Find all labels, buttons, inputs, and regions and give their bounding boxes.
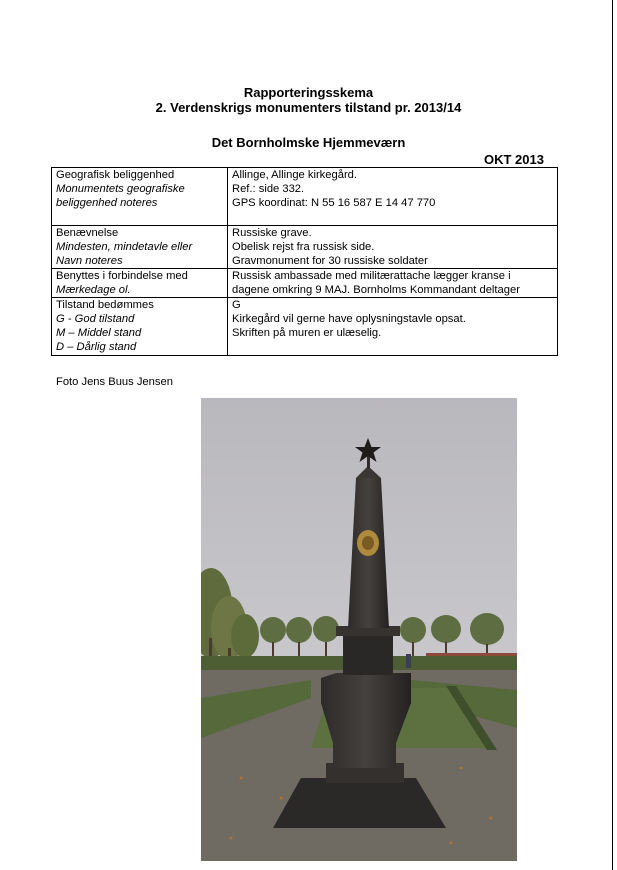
- field-label: Benævnelse: [56, 227, 119, 239]
- report-date: OKT 2013: [484, 152, 544, 167]
- monument-collar: [343, 630, 393, 675]
- organization-name: Det Bornholmske Hjemmeværn: [211, 135, 406, 150]
- document-title: Rapporteringsskema: [243, 85, 374, 100]
- table-row: [52, 168, 558, 226]
- field-hint: G - God tilstand: [56, 313, 135, 325]
- monument-photo: [201, 398, 517, 861]
- field-hint: Navn noteres: [56, 255, 123, 267]
- field-value: Russiske grave.: [232, 227, 312, 239]
- row-value-cell: [228, 168, 558, 226]
- field-hint: Mindesten, mindetavle eller: [56, 241, 193, 253]
- row-value-cell: [228, 269, 558, 298]
- row-label-cell: [52, 269, 228, 298]
- field-value: Allinge, Allinge kirkegård.: [232, 169, 357, 181]
- field-hint: D – Dårlig stand: [56, 341, 137, 353]
- row-label-cell: [52, 298, 228, 356]
- field-label: Geografisk beliggenhed: [56, 169, 175, 181]
- field-value: Ref.: side 332.: [232, 183, 305, 195]
- page-edge-line: [612, 0, 613, 870]
- report-form-table: [51, 167, 558, 356]
- monument-base: [273, 778, 446, 828]
- field-label: Tilstand bedømmes: [56, 299, 154, 311]
- field-hint: M – Middel stand: [56, 327, 142, 339]
- field-value: dagene omkring 9 MAJ. Bornholms Kommandant deltager: [232, 284, 520, 296]
- row-value-cell: [228, 298, 558, 356]
- table-row: [52, 226, 558, 269]
- field-hint: beliggenhed noteres: [56, 197, 158, 209]
- table-row: [52, 298, 558, 356]
- table-row: [52, 269, 558, 298]
- photo-caption: Foto Jens Buus Jensen: [56, 376, 173, 388]
- person-figure: [406, 654, 411, 668]
- field-value: GPS koordinat: N 55 16 587 E 14 47 770: [232, 197, 436, 209]
- row-value-cell: [228, 226, 558, 269]
- field-value: Gravmonument for 30 russiske soldater: [232, 255, 428, 267]
- field-value: Obelisk rejst fra russisk side.: [232, 241, 375, 253]
- field-label: Benyttes i forbindelse med: [56, 270, 188, 282]
- field-value: Skriften på muren er ulæselig.: [232, 327, 382, 339]
- field-value: Kirkegård vil gerne have oplysningstavle opsat.: [232, 313, 466, 325]
- field-value: Russisk ambassade med militærattache lægger kranse i: [232, 270, 511, 282]
- document-subtitle: 2. Verdenskrigs monumenters tilstand pr. 2013/14: [155, 100, 462, 115]
- field-hint: Mærkedage ol.: [56, 284, 131, 296]
- row-label-cell: [52, 168, 228, 226]
- row-label-cell: [52, 226, 228, 269]
- field-hint: Monumentets geografiske: [56, 183, 185, 195]
- field-value: G: [232, 299, 241, 311]
